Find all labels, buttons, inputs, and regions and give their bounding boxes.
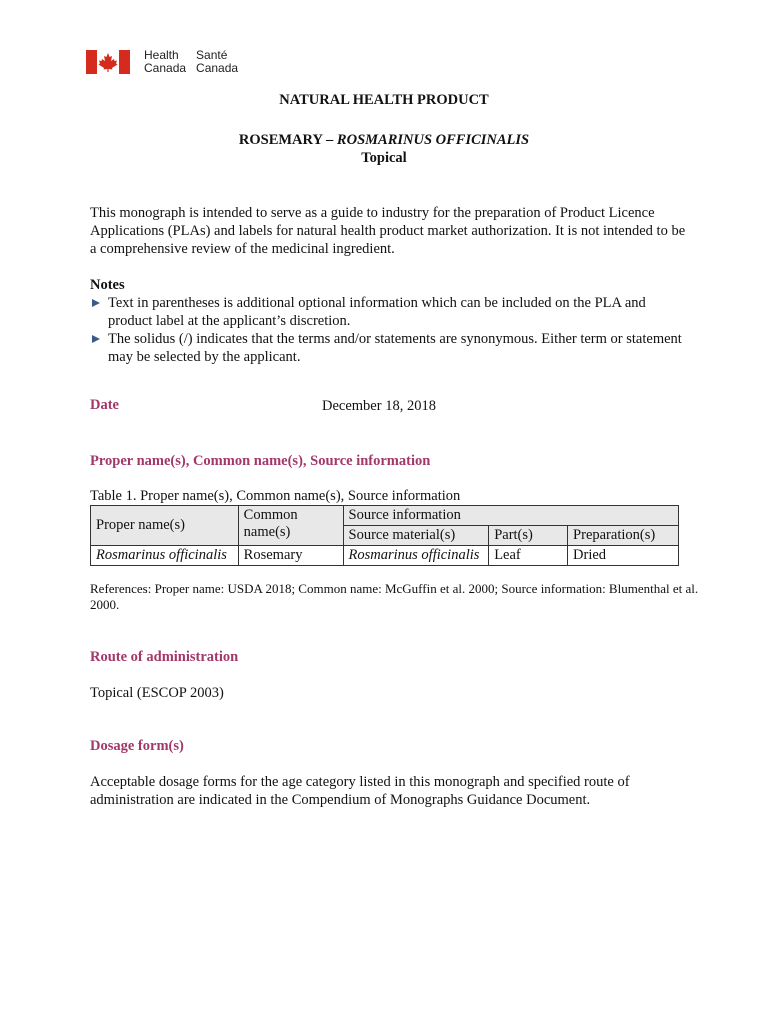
logo-word-canada-fr: Canada: [196, 61, 239, 75]
date-value: December 18, 2018: [322, 398, 436, 414]
source-table: [90, 505, 679, 566]
header-source-info: Source information: [343, 506, 679, 526]
ingredient-name: [0, 131, 768, 149]
cell-source-material: [343, 546, 489, 566]
cell-parts: Leaf: [489, 546, 568, 566]
intro-paragraph: This monograph is intended to serve as a guide to industry for the preparation of Product Licence Applications (PLAs) and labels for natural health product market authorization. It is not intended to be a comprehensive review of the medicinal ingredient.: [90, 205, 686, 257]
logo-wordmark: [144, 49, 238, 75]
header-proper-name: Proper name(s): [91, 506, 239, 546]
source-table-wrapper: [90, 505, 679, 566]
cell-preparation: Dried: [568, 546, 679, 566]
triangle-bullet-icon: [92, 335, 100, 343]
dosage-heading: Dosage form(s): [90, 738, 184, 754]
header-common-name: Common name(s): [238, 506, 343, 546]
table-references: References: Proper name: USDA 2018; Common name: McGuffin et al. 2000; Source information: Blumenthal et al. 2000.: [90, 581, 699, 612]
monograph-subtitle: [0, 131, 768, 167]
notes-item: [90, 294, 690, 330]
notes-item: [90, 330, 690, 366]
notes-list: [90, 294, 690, 366]
table-caption: Table 1. Proper name(s), Common name(s), Source information: [90, 488, 461, 504]
health-canada-logo: [86, 48, 238, 76]
table-row: [91, 546, 679, 566]
ingredient-name-common: ROSEMARY –: [238, 132, 337, 148]
triangle-bullet-icon: [92, 299, 100, 307]
notes-heading: Notes: [90, 277, 125, 293]
dosage-text: Acceptable dosage forms for the age category listed in this monograph and specified route of administration are indicated in the Compendium of Monographs Guidance Document.: [90, 774, 630, 808]
notes-section: [90, 276, 690, 366]
table-header-row: [91, 506, 679, 526]
route-heading: Route of administration: [90, 649, 239, 665]
header-source-material: Source material(s): [343, 526, 489, 546]
header-preparation: Preparation(s): [568, 526, 679, 546]
monograph-route: Topical: [361, 150, 407, 166]
route-text: Topical (ESCOP 2003): [90, 685, 224, 701]
cell-source-material-text: Rosmarinus officinalis: [348, 547, 480, 563]
cell-proper-name-text: Rosmarinus officinalis: [96, 547, 227, 563]
canada-flag-icon: [86, 50, 130, 74]
logo-word-canada-en: Canada: [144, 61, 187, 75]
ingredient-name-latin: ROSMARINUS OFFICINALIS: [336, 132, 530, 148]
logo-word-health: Health: [144, 48, 179, 62]
header-parts: Part(s): [489, 526, 568, 546]
date-heading: Date: [90, 397, 119, 413]
cell-common-name: Rosemary: [238, 546, 343, 566]
logo-word-sante: Santé: [196, 48, 228, 62]
cell-proper-name: [91, 546, 239, 566]
notes-item-text: Text in parentheses is additional optional information which can be included on the PLA and product label at the applicant’s discretion.: [108, 295, 646, 329]
notes-item-text: The solidus (/) indicates that the terms and/or statements are synonymous. Either term or statement may be selected by the applicant.: [108, 331, 682, 365]
document-title: NATURAL HEALTH PRODUCT: [279, 92, 489, 108]
proper-names-heading: Proper name(s), Common name(s), Source information: [90, 453, 431, 469]
